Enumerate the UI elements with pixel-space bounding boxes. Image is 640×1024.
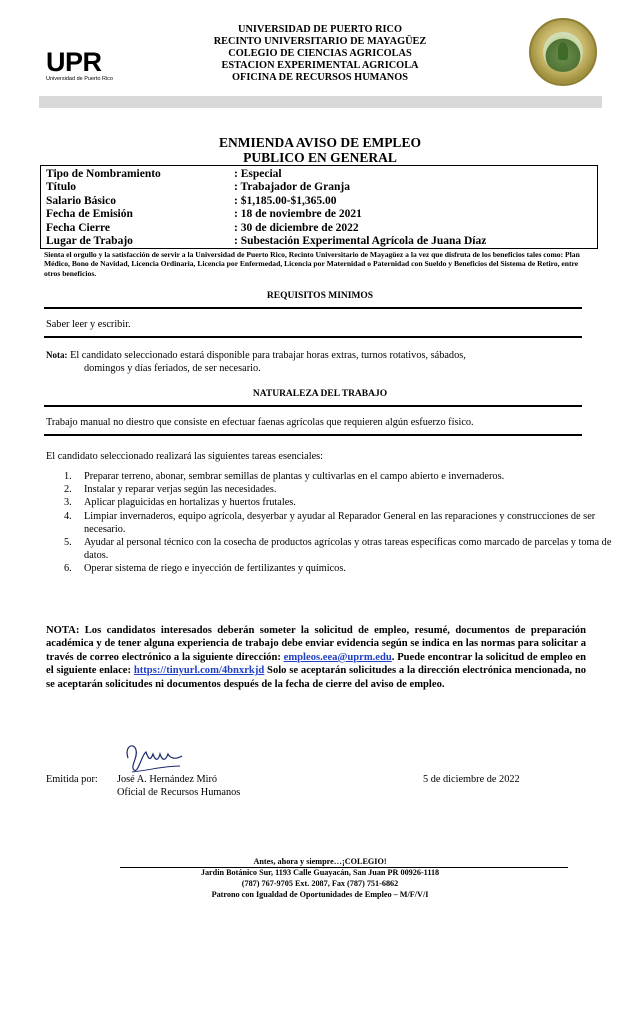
- footer-address: Jardín Botánico Sur, 1193 Calle Guayacán, San Juan PR 00926-1118: [200, 868, 440, 877]
- info-label: Tipo de Nombramiento: [46, 168, 161, 180]
- info-row: [46, 222, 359, 235]
- section-rule: [44, 405, 582, 407]
- header-divider-bar: [39, 96, 602, 108]
- list-item: [64, 470, 614, 483]
- header-line: RECINTO UNIVERSITARIO DE MAYAGÜEZ: [213, 36, 427, 47]
- requisitos-heading: REQUISITOS MINIMOS: [266, 291, 374, 301]
- list-item: [64, 536, 614, 562]
- application-note: [46, 624, 586, 691]
- requisitos-text: Saber leer y escribir.: [46, 319, 131, 330]
- info-row: [46, 195, 337, 208]
- list-text: Aplicar plaguicidas en hortalizas y huertos frutales.: [84, 497, 296, 509]
- application-link[interactable]: https://tinyurl.com/4bnxrkjd: [133, 665, 265, 677]
- section-rule: [44, 336, 582, 338]
- title-line-2: PUBLICO EN GENERAL: [243, 150, 397, 165]
- info-value: : Especial: [234, 168, 282, 180]
- job-info-box: [40, 165, 598, 249]
- list-text: Operar sistema de riego e inyección de fertilizantes y químicos.: [84, 563, 346, 575]
- university-seal-icon: [529, 18, 597, 86]
- nota-line-1: El candidato seleccionado estará disponible para trabajar horas extras, turnos rotativos, sábados,: [70, 350, 466, 361]
- list-text: Limpiar invernaderos, equipo agrícola, desyerbar y ayudar al Reparador General en las reparaciones y construcciones de ser necesario.: [84, 510, 596, 535]
- institution-header: [170, 24, 470, 84]
- header-line: ESTACION EXPERIMENTAL AGRICOLA: [221, 60, 419, 71]
- issue-date: 5 de diciembre de 2022: [423, 774, 520, 785]
- header-line: UNIVERSIDAD DE PUERTO RICO: [238, 24, 402, 35]
- footer-rule: [120, 867, 568, 868]
- info-value: : Trabajador de Granja: [234, 181, 350, 193]
- list-item: [64, 496, 614, 509]
- note-text: NOTA: Los candidatos interesados deberán someter la solicitud de empleo, resumé, documentos de preparación académica y de tener alguna experiencia de trabajo debe enviar evidencia según se indica en las normas para solicitar a través de correo electrónico a la siguiente dirección:: [46, 625, 586, 663]
- nota-line-2: domingos y días feriados, de ser necesario.: [84, 363, 261, 374]
- info-row: [46, 235, 486, 248]
- info-label: Título: [46, 181, 77, 193]
- list-number: 1.: [64, 471, 72, 482]
- info-label: Fecha Cierre: [46, 221, 110, 234]
- list-number: 2.: [64, 484, 72, 496]
- tasks-intro: El candidato seleccionado realizará las siguientes tareas esenciales:: [46, 451, 324, 462]
- header-line: COLEGIO DE CIENCIAS AGRICOLAS: [228, 48, 412, 59]
- section-rule: [44, 307, 582, 309]
- list-item: [64, 483, 614, 496]
- naturaleza-heading: NATURALEZA DEL TRABAJO: [252, 389, 388, 399]
- info-label: Salario Básico: [46, 194, 116, 207]
- list-text: Preparar terreno, abonar, sembrar semillas de plantas y cultivarlas en el campo abierto e invernaderos.: [84, 471, 505, 482]
- note-text: . Puede encontrar la solicitud de empleo en el siguiente enlace:: [46, 651, 586, 677]
- upr-logo-subtitle: Universidad de Puerto Rico: [46, 76, 113, 82]
- issued-by-label: Emitida por:: [46, 774, 98, 785]
- list-number: 4.: [64, 510, 72, 522]
- footer-phone: (787) 767-9705 Ext. 2087, Fax (787) 751-6862: [241, 879, 399, 888]
- section-rule: [44, 434, 582, 436]
- list-number: 6.: [64, 563, 72, 575]
- note-text: Solo se aceptarán solicitudes a la dirección electrónica mencionada, no se aceptarán solicitudes ni documentos después de la fecha de cierre del aviso de empleo.: [46, 665, 587, 690]
- email-link[interactable]: empleos.eea@uprm.edu: [283, 651, 392, 663]
- info-value: : Subestación Experimental Agrícola de Juana Díaz: [234, 235, 487, 247]
- title-line-1: ENMIENDA AVISO DE EMPLEO: [219, 135, 421, 150]
- signer-role: Oficial de Recursos Humanos: [117, 787, 241, 798]
- info-value: : 18 de noviembre de 2021: [234, 208, 362, 220]
- list-item: [64, 510, 614, 536]
- info-label: Fecha de Emisión: [46, 208, 133, 220]
- requisitos-nota: [46, 349, 586, 375]
- naturaleza-text: Trabajo manual no diestro que consiste en efectuar faenas agrícolas que requieren algún esfuerzo físico.: [46, 417, 474, 428]
- upr-logo-letters: UPR: [46, 47, 102, 77]
- list-number: 3.: [64, 497, 72, 509]
- document-title: [150, 135, 490, 165]
- info-value: : 30 de diciembre de 2022: [234, 221, 359, 234]
- header-line: OFICINA DE RECURSOS HUMANOS: [232, 72, 408, 83]
- list-text: Ayudar al personal técnico con la cosecha de productos agrícolas y otras tareas específicas como marcado de parcelas y toma de datos.: [84, 537, 612, 562]
- list-text: Instalar y reparar verjas según las necesidades.: [84, 484, 277, 496]
- tasks-list: [46, 470, 614, 576]
- signer-name: José A. Hernández Miró: [117, 774, 218, 785]
- info-value: : $1,185.00-$1,365.00: [234, 194, 337, 207]
- info-row: [46, 181, 350, 194]
- footer-motto: Antes, ahora y siempre…¡COLEGIO!: [253, 857, 387, 866]
- nota-label: Nota:: [46, 350, 68, 360]
- benefits-intro: Sienta el orgullo y la satisfacción de servir a la Universidad de Puerto Rico, Recinto Universitario de Mayagüez a la vez que disfruta de los beneficios tales como: Plan Médico, Bono de Navidad, Licencia Ordinaria, Licencia por Enfermedad, Licencia por Maternidad o Paternidad con Sueldo y Beneficios del Sistema de Retiro, entre otros beneficios.: [44, 250, 580, 278]
- list-number: 5.: [64, 537, 72, 549]
- footer: [120, 856, 520, 900]
- info-row: [46, 168, 282, 181]
- list-item: [64, 562, 614, 575]
- upr-logo: [46, 47, 126, 84]
- footer-equal-opportunity: Patrono con Igualdad de Oportunidades de Empleo – M/F/V/I: [211, 890, 429, 899]
- info-row: [46, 208, 362, 221]
- info-label: Lugar de Trabajo: [46, 235, 133, 247]
